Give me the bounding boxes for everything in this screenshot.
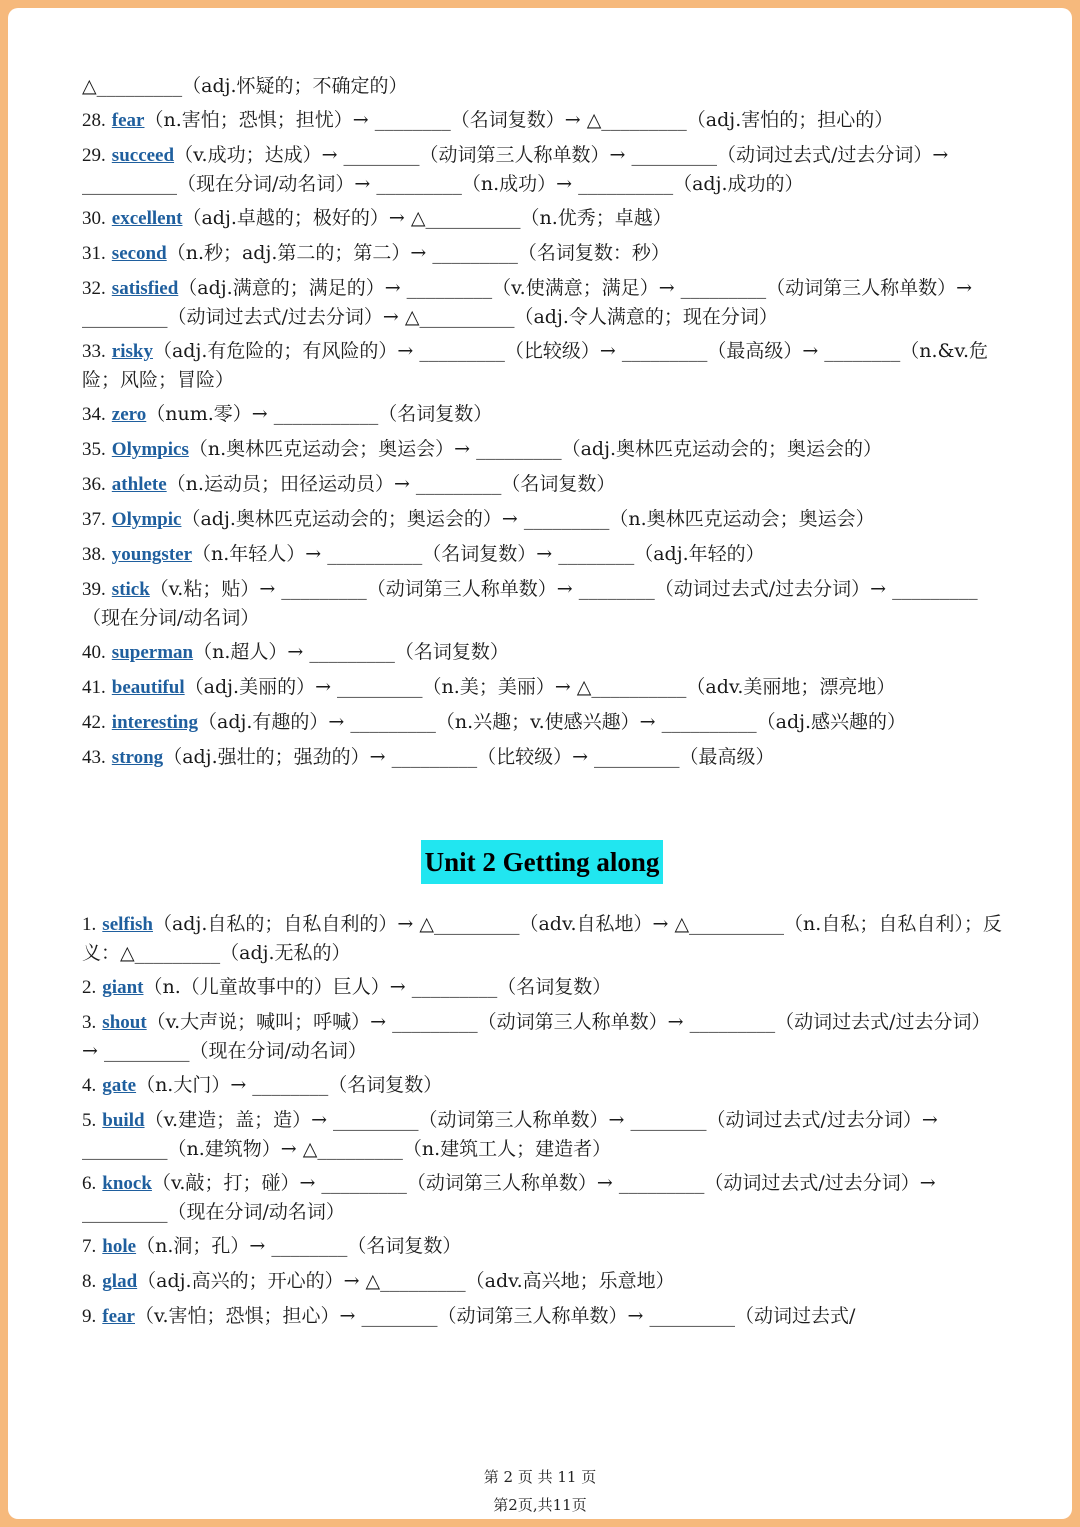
entry-row <box>82 540 1002 569</box>
entry-row <box>82 435 1002 464</box>
entry-word: knock <box>102 1173 152 1194</box>
entry-word: selfish <box>102 914 153 935</box>
entry-number: 41. <box>82 677 106 698</box>
entry-word: glad <box>102 1271 138 1292</box>
entry-word: stick <box>111 579 150 600</box>
entry-row <box>82 1169 1002 1226</box>
entry-word: strong <box>111 747 164 768</box>
entry-row <box>82 910 1002 967</box>
entry-row <box>82 575 1002 632</box>
content-area <box>82 72 1002 1337</box>
entry-number: 31. <box>82 243 106 264</box>
entry-number: 3. <box>82 1012 97 1033</box>
entry-text: （n.运动员；田径运动员）→ _________（名词复数） <box>166 473 616 495</box>
entry-number: 5. <box>82 1110 97 1131</box>
entry-row <box>82 239 1002 268</box>
entry-text: （adj.自私的；自私自利的）→ △_________（adv.自私地）→ △__________（n.自私；自私自利）；反义：△_________（adj.无私的） <box>82 913 1002 964</box>
entry-word: superman <box>111 642 194 663</box>
entry-text: （num.零）→ ___________（名词复数） <box>146 403 493 425</box>
entry-word: fear <box>102 1306 135 1327</box>
entry-number: 42. <box>82 712 106 733</box>
entry-number: 39. <box>82 579 106 600</box>
entry-row <box>82 1302 1002 1331</box>
page-footer-2: 第2页,共11页 <box>493 1496 587 1514</box>
entry-number: 33. <box>82 341 106 362</box>
entry-number: 36. <box>82 474 106 495</box>
entry-row <box>82 106 1002 135</box>
entry-word: zero <box>111 404 147 425</box>
entry-number: 28. <box>82 110 106 131</box>
entry-text: （n.洞；孔）→ ________（名词复数） <box>136 1235 462 1257</box>
entry-row <box>82 400 1002 429</box>
entry-number: 37. <box>82 509 106 530</box>
entry-row <box>82 743 1002 772</box>
entry-row <box>82 204 1002 233</box>
entry-number: 1. <box>82 914 97 935</box>
entry-word: second <box>111 243 167 264</box>
entry-number: 9. <box>82 1306 97 1327</box>
entry-number: 43. <box>82 747 106 768</box>
entry-row <box>82 973 1002 1002</box>
entry-text: （v.成功；达成）→ ________（动词第三人称单数）→ _________（动词过去式/过去分词）→ __________（现在分词/动名词）→ _________（n.成功）→ __________（adj.成功的） <box>82 144 949 195</box>
unit-heading-wrap <box>82 840 1002 884</box>
entry-text: （adj.高兴的；开心的）→ △_________（adv.高兴地；乐意地） <box>137 1270 675 1292</box>
entry-text: （adj.有趣的）→ _________（n.兴趣；v.使感兴趣）→ __________（adj.感兴趣的） <box>198 711 907 733</box>
entry-row <box>82 708 1002 737</box>
entry-number: 35. <box>82 439 106 460</box>
entry-text: （n.（儿童故事中的）巨人）→ _________（名词复数） <box>143 976 612 998</box>
entry-number: 40. <box>82 642 106 663</box>
entry-word: satisfied <box>111 278 179 299</box>
entry-word: risky <box>111 341 153 362</box>
entry-row <box>82 1267 1002 1296</box>
entry-text: （v.害怕；恐惧；担心）→ ________（动词第三人称单数）→ _________（动词过去式/ <box>135 1305 856 1327</box>
unit-entry-list <box>82 910 1002 1331</box>
unit-title: Unit 2 Getting along <box>421 840 664 884</box>
entry-word: Olympics <box>111 439 189 460</box>
entry-text: （n.秒；adj.第二的；第二）→ _________（名词复数：秒） <box>166 242 670 264</box>
entry-number: 2. <box>82 977 97 998</box>
entry-word: giant <box>102 977 144 998</box>
entry-text: （v.建造；盖；造）→ _________（动词第三人称单数）→ ________（动词过去式/过去分词）→ _________（n.建筑物）→ △_________（n.建筑工人；建造者） <box>82 1109 938 1160</box>
entry-text: （n.大门）→ ________（名词复数） <box>136 1074 443 1096</box>
entry-text: （adj.美丽的）→ _________（n.美；美丽）→ △__________（adv.美丽地；漂亮地） <box>184 676 896 698</box>
entry-number: 29. <box>82 145 106 166</box>
entry-row <box>82 1232 1002 1261</box>
entry-row <box>82 505 1002 534</box>
entry-text: （adj.卓越的；极好的）→ △__________（n.优秀；卓越） <box>182 207 672 229</box>
first-line: △_________（adj.怀疑的；不确定的） <box>82 75 408 97</box>
entry-text: （n.年轻人）→ __________（名词复数）→ ________（adj.年轻的） <box>192 543 765 565</box>
entry-number: 7. <box>82 1236 97 1257</box>
entry-text: （adj.满意的；满足的）→ _________（v.使满意；满足）→ _________（动词第三人称单数）→ _________（动词过去式/过去分词）→ △__________（adj.令人满意的；现在分词） <box>82 277 973 328</box>
entry-text: （n.奥林匹克运动会；奥运会）→ _________（adj.奥林匹克运动会的；奥运会的） <box>188 438 883 460</box>
entry-row <box>82 337 1002 394</box>
entry-word: excellent <box>111 208 183 229</box>
entry-word: fear <box>111 110 145 131</box>
entry-word: shout <box>102 1012 147 1033</box>
entry-row <box>82 274 1002 331</box>
entry-row <box>82 638 1002 667</box>
entry-word: beautiful <box>111 677 185 698</box>
entry-row <box>82 470 1002 499</box>
entry-row <box>82 141 1002 198</box>
entry-word: athlete <box>111 474 167 495</box>
entry-row <box>82 673 1002 702</box>
entry-text: （v.敲；打；碰）→ _________（动词第三人称单数）→ _________（动词过去式/过去分词）→ _________（现在分词/动名词） <box>82 1172 936 1223</box>
entry-word: youngster <box>111 544 193 565</box>
entry-text: （n.害怕；恐惧；担忧）→ ________（名词复数）→ △_________（adj.害怕的；担心的） <box>144 109 894 131</box>
entry-number: 38. <box>82 544 106 565</box>
document-page <box>8 8 1072 1519</box>
entry-word: succeed <box>111 145 175 166</box>
entry-row <box>82 1071 1002 1100</box>
entry-number: 34. <box>82 404 106 425</box>
entry-list <box>82 106 1002 772</box>
entry-number: 8. <box>82 1271 97 1292</box>
entry-number: 6. <box>82 1173 97 1194</box>
entry-text: （adj.有危险的；有风险的）→ _________（比较级）→ _________（最高级）→ ________（n.&v.危险；风险；冒险） <box>82 340 988 391</box>
entry-text: （v.大声说；喊叫；呼喊）→ _________（动词第三人称单数）→ _________（动词过去式/过去分词）→ _________（现在分词/动名词） <box>82 1011 991 1062</box>
entry-row <box>82 1008 1002 1065</box>
entry-word: hole <box>102 1236 137 1257</box>
entry-word: Olympic <box>111 509 182 530</box>
entry-word: gate <box>102 1075 137 1096</box>
entry-text: （adj.强壮的；强劲的）→ _________（比较级）→ _________（最高级） <box>163 746 775 768</box>
entry-word: build <box>102 1110 145 1131</box>
entry-text: （adj.奥林匹克运动会的；奥运会的）→ _________（n.奥林匹克运动会；奥运会） <box>181 508 875 530</box>
entry-text: （v.粘；贴）→ _________（动词第三人称单数）→ ________（动词过去式/过去分词）→ _________（现在分词/动名词） <box>82 578 978 629</box>
entry-number: 32. <box>82 278 106 299</box>
entry-row <box>82 1106 1002 1163</box>
entry-number: 30. <box>82 208 106 229</box>
entry-word: interesting <box>111 712 198 733</box>
page-footer-1: 第 2 页 共 11 页 <box>483 1468 597 1486</box>
entry-number: 4. <box>82 1075 97 1096</box>
entry-text: （n.超人）→ _________（名词复数） <box>193 641 509 663</box>
